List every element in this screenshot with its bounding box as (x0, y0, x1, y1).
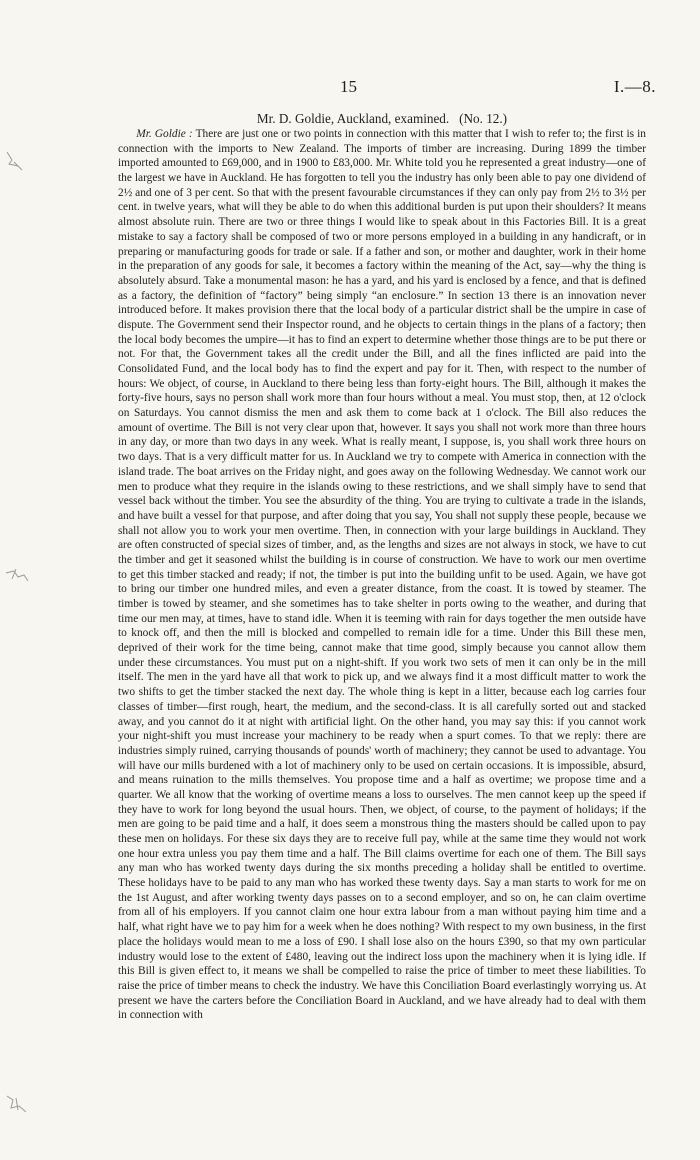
testimony-text: There are just one or two points in connection with this matter that I wish to refer to; the first is in connection with the imports to New Zealand. The imports of timber are increasing. During 1899 the timber imported amounted to £69,000, and in 1900 to £83,000. Mr. White told you he represented a great industry—one of the largest we have in Auckland. He has forgotten to tell you the industry has only been able to pay one dividend of 2½ and one of 3 per cent. So that with the present favourable circumstances if they can only pay from 2½ to 3½ per cent. in twelve years, what will they be able to do when this additional burden is put upon their shoulders? It means almost absolute ruin. There are two or three things I would like to speak about in this Factories Bill. It is a great mistake to say a factory shall be composed of two or more persons employed in a building in any handicraft, or in preparing or manufacturing goods for trade or sale. If a father and son, or mother and daughter, work in their home in the preparation of any goods for sale, it becomes a factory within the meaning of the Act, say—why the thing is absolutely absurd. Take a monumental mason: he has a yard, and his yard is enclosed by a fence, and that is defined as a factory, the definition of “factory” being simply “an enclosure.” In section 13 there is an innovation never introduced before. It makes provision there that the local body of a particular district shall be the umpire in case of dispute. The Government send their Inspector round, and he objects to certain things in the plans of a factory; then the local body becomes the umpire—it has to find an expert to determine whether those things are to be put there or not. For that, the Government takes all the credit under the Bill, and all the fines inflicted are paid into the Consolidated Fund, and the local body has to find the expert and pay for it. Then, with respect to the number of hours: We object, of course, in Auckland to there being less than forty-eight hours. The Bill, although it makes the forty-five hours, says no person shall work more than four hours without a meal. You must stop, then, at 12 o'clock on Saturdays. You cannot dismiss the men and ask them to come back at 1 o'clock. The Bill also reduces the amount of overtime. The Bill is not very clear upon that, however. It says you shall not work more than three hours in any day, or more than two days in any week. What is really meant, I suppose, is, you shall work three hours on two days. That is a very difficult matter for us. In Auckland we try to compete with America in connection with the island trade. The boat arrives on the Friday night, and goes away on the following Wednesday. We cannot work our men to produce what they require in the islands owing to these restrictions, and we shall simply have to send that vessel back without the timber. You see the absurdity of the thing. You are trying to cultivate a trade in the islands, and have built a vessel for that purpose, and after doing that you say, You shall not supply these people, because we shall not allow you to work your men overtime. Then, in connection with your large buildings in Auckland. They are often constructed of special sizes of timber, and, as the lengths and sizes are not always in stock, we have to cut the timber and get it seasoned whilst the building is in course of construction. We have to work our men overtime to get this timber stacked and ready; if not, the timber is put into the building unfit to be used. Again, we have got to bring our timber one hundred miles, and even a greater distance, from the coast. It is towed by steamer. The timber is towed by steamer, and she sometimes has to take shelter in ports owing to the weather, and during that time our men may, at times, have to stand idle. When it is teeming with rain for days together the men outside have to knock off, and then the mill is blocked and compelled to remain idle for a time. Under this Bill these men, deprived of their work for the time being, cannot make that time good, simply because you cannot allow them under these circumstances. You must put on a night-shift. If you work two sets of men it can only be in the mill itself. The men in the yard have all that work to pick up, and we always find it a most difficult matter to work the two shifts to get the timber stacked the next day. The whole thing is kept in a litter, because each log carries four classes of timber—first rough, heart, the medium, and the second-class. It is all carefully sorted out and stacked away, and you cannot do it at night with artificial light. On the other hand, you may say this: if you cannot work your night-shift you must increase your machinery to be ready when a spurt comes. To that we reply: there are industries simply ruined, carrying thousands of pounds' worth of machinery; they cannot be used to advantage. You will have our mills burdened with a lot of machinery only to be used on certain occasions. It is impossible, absurd, and means ruination to the mills themselves. You propose time and a half as overtime; we propose time and a quarter. We all know that the working of overtime means a loss to ourselves. The men cannot keep up the speed if they have to work for long beyond the usual hours. Then, we object, of course, to the payment of holidays; if the men are going to be paid time and a half, it does seem a monstrous thing the masters should be called upon to pay these men on holidays. For these six days they are to receive full pay, while at the same time they would not work one hour extra unless you pay them time and a half. The Bill claims overtime for each one of them. The Bill says any man who has worked twenty days during the six months preceding a holiday shall be entitled to overtime. These holidays have to be paid to any man who has worked these twenty days. Say a man starts to work for me on the 1st August, and after working twenty days passes on to a second employer, and so on, he can claim overtime from all of his employers. If you cannot claim one hour extra labour from a man without paying him time and a half, what right have we to pay him for a week when he does nothing? With respect to my own business, in the first place the holidays would mean to me a loss of £90. I shall lose also on the hours £390, so that my own particular industry would lose to the extent of £480, leaving out the indirect loss upon the machinery when it is lying idle. If this Bill is given effect to, it means we shall be compelled to raise the price of timber to meet these liabilities. To raise the price of timber means to check the industry. We have this Conciliation Board everlastingly worrying us. At present we have the carters before the Conciliation Board in Auckland, and we have already had to deal with them in connection with (118, 128, 646, 1022)
margin-scribble-middle-icon (4, 565, 30, 587)
margin-scribble-bottom-icon (4, 1092, 30, 1116)
margin-scribble-top-icon (4, 150, 26, 176)
paper-reference: I.—8. (613, 77, 656, 96)
witness-heading: Mr. D. Goldie, Auckland, examined. (No. 12.) (256, 111, 508, 126)
page-header (0, 77, 700, 99)
testimony-paragraph (118, 127, 646, 1023)
speaker-name: Mr. Goldie : (136, 128, 193, 140)
page-number: 15 (340, 77, 357, 96)
